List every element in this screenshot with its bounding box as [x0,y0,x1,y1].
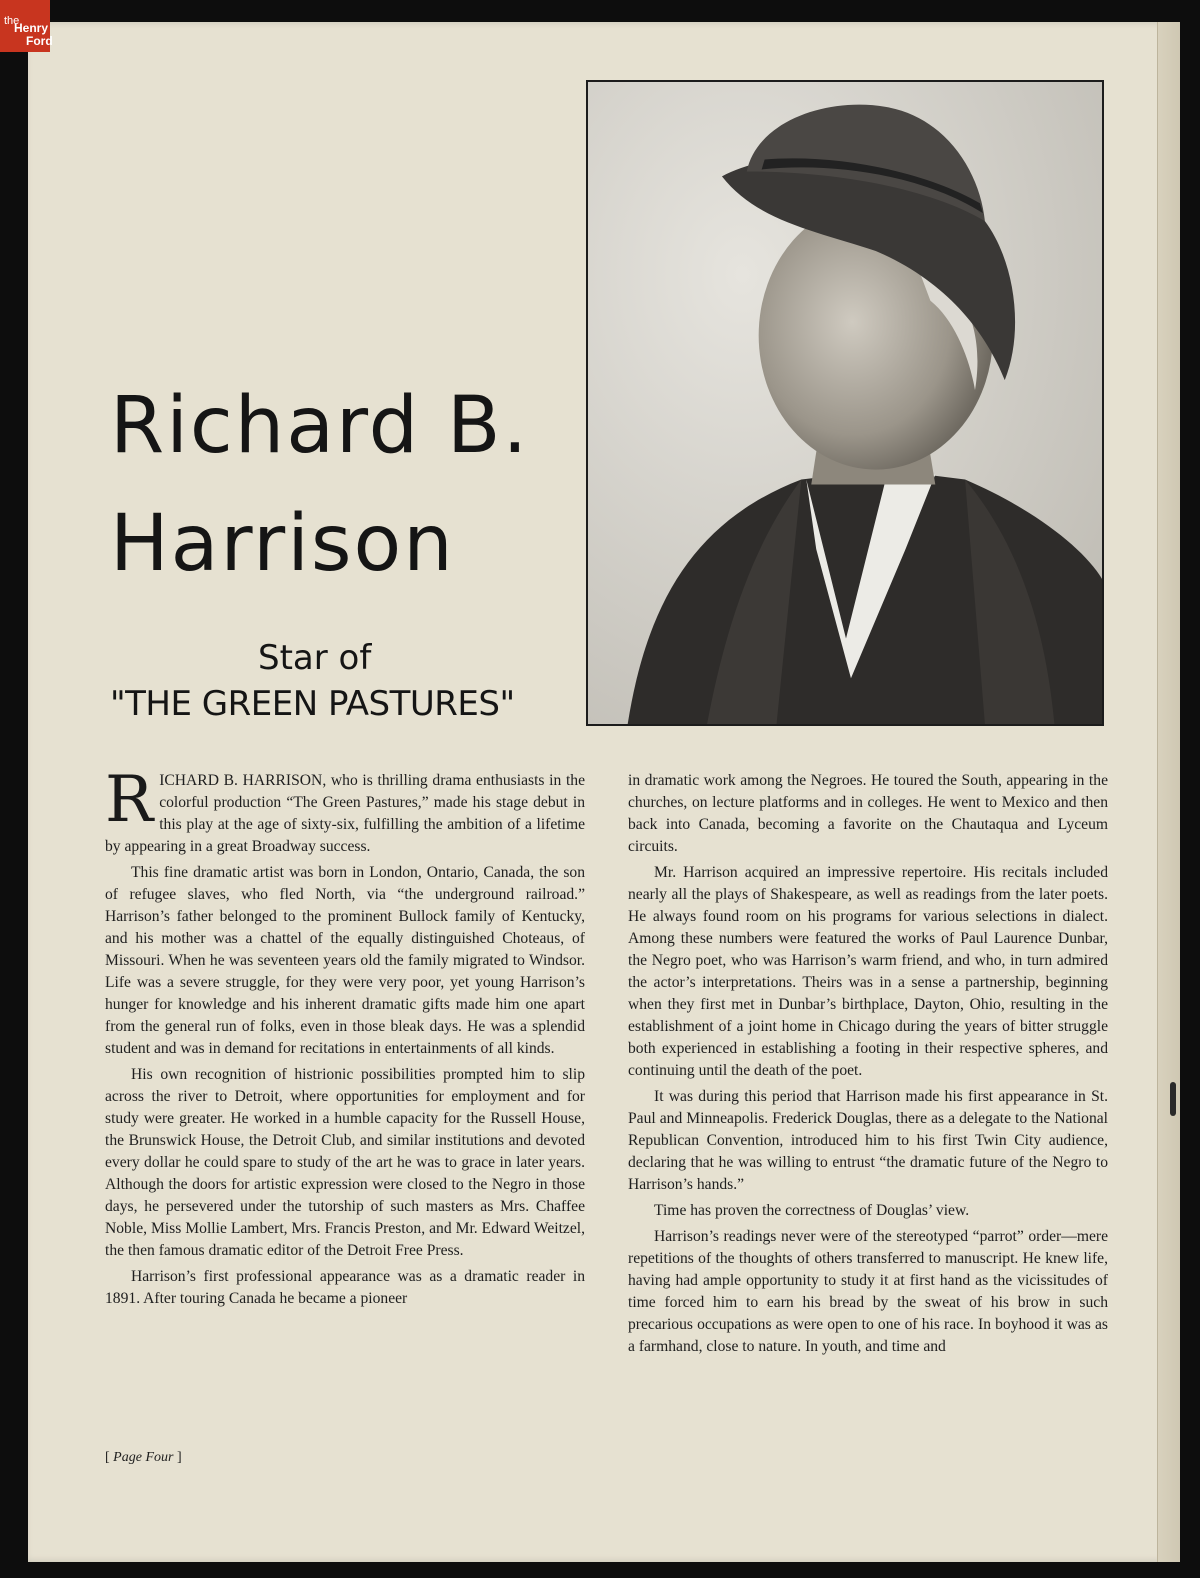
page-title [110,367,529,603]
drop-cap: R [105,763,154,837]
henry-ford-logo [0,0,53,52]
logo-text-henry: Henry [14,21,49,35]
paragraph-text: ICHARD B. HARRISON, who is thrilling drama enthusiasts in the colorful production “The Green Pastures,” made his stage debut in this play at the age of sixty-six, fulfilling the ambition of a lifetime by appearing in a great Broadway success. [105,772,585,855]
page-number [105,1450,182,1466]
magazine-page [28,22,1180,1562]
logo-text-ford: Ford [26,34,53,48]
article-paragraph: Harrison’s readings never were of the stereotyped “parrot” order—mere repetitions of the thoughts of others transferred to manuscript. He knew life, having had ample opportunity to study it at first hand as the vicissitudes of time forced him to earn his bread by the sweat of his brow in such precarious occupations as were open to one of his race. In boyhood it was as a farmhand, close to nature. In youth, and time and [628,1228,1108,1355]
article-column-left [105,763,585,1314]
article-paragraph: It was during this period that Harrison made his first appearance in St. Paul and Minneapolis. Frederick Douglas, there as a delegate to the National Republican Convention, introduced him to his first Twin City audience, declaring that he was willing to entrust “the dramatic future of the Negro to Harrison’s hands.” [628,1088,1108,1193]
title-line-1: Richard B. [110,381,530,471]
article-paragraph: Time has proven the correctness of Douglas’ view. [654,1202,970,1219]
article-paragraph: Mr. Harrison acquired an impressive repertoire. His recitals included nearly all the plays of Shakespeare, as well as readings from the later poets. He always found room on his programs for various selections in dialect. Among these numbers were featured the works of Paul Laurence Dunbar, the Negro poet, who was Harrison’s warm friend, and who, in turn admired the actor’s interpretations. Theirs was in a sense a partnership, beginning when they first met in Dunbar’s birthplace, Dayton, Ohio, resulting in the establishment of a joint home in Chicago during the years of bitter struggle both experienced in establishing a footing in their respective spheres, and continuing until the death of the poet. [628,864,1108,1079]
subtitle-line-1: Star of [258,638,372,678]
article-column-right [628,770,1108,1362]
article-paragraph: in dramatic work among the Negroes. He toured the South, appearing in the churches, on lecture platforms and in colleges. He went to Mexico and then back into Canada, becoming a favorite on the Chautaqua and Lyceum circuits. [628,772,1108,855]
page-number-close: ] [173,1450,182,1465]
next-page-edge [1157,22,1180,1562]
article-paragraph: Harrison’s first professional appearance was as a dramatic reader in 1891. After touring Canada he became a pioneer [105,1268,585,1307]
article-paragraph [105,763,585,858]
article-paragraph: His own recognition of histrionic possibilities prompted him to slip across the river to Detroit, where opportunities for employment and for study were greater. He worked in a humble capacity for the Russell House, the Brunswick House, the Detroit Club, and similar institutions and devoted every dollar he could spare to study of the art he was to grace in later years. Although the doors for artistic expression were closed to the Negro in those days, he persevered under the tutorship of such masters as Mrs. Chaffee Noble, Miss Mollie Lambert, Mrs. Francis Preston, and Mr. Edward Weitzel, the then famous dramatic editor of the Detroit Free Press. [105,1066,585,1259]
title-line-2: Harrison [110,499,455,589]
portrait-photo-icon [588,82,1102,724]
page-number-open: [ [105,1450,114,1465]
subtitle-line-2: "THE GREEN PASTURES" [110,684,515,724]
page-number-label: Page Four [113,1450,174,1465]
article-paragraph: This fine dramatic artist was born in London, Ontario, Canada, the son of refugee slaves, who fled North, via “the underground railroad.” Harrison’s father belonged to the prominent Bullock family of Kentucky, and his mother was a chattel of the equally distinguished Choteaus, of Missouri. When he was seventeen years old the family migrated to Windsor. Life was a severe struggle, for they were very poor, yet young Harrison’s hunger for knowledge and his inherent dramatic gifts made him one apart from the general run of folks, even in those bleak days. He was a splendid student and was in demand for recitations in entertainments of all kinds. [105,864,585,1057]
portrait-photo [586,80,1104,726]
binding-tab [1170,1082,1176,1116]
logo-text-the: the [4,15,20,27]
